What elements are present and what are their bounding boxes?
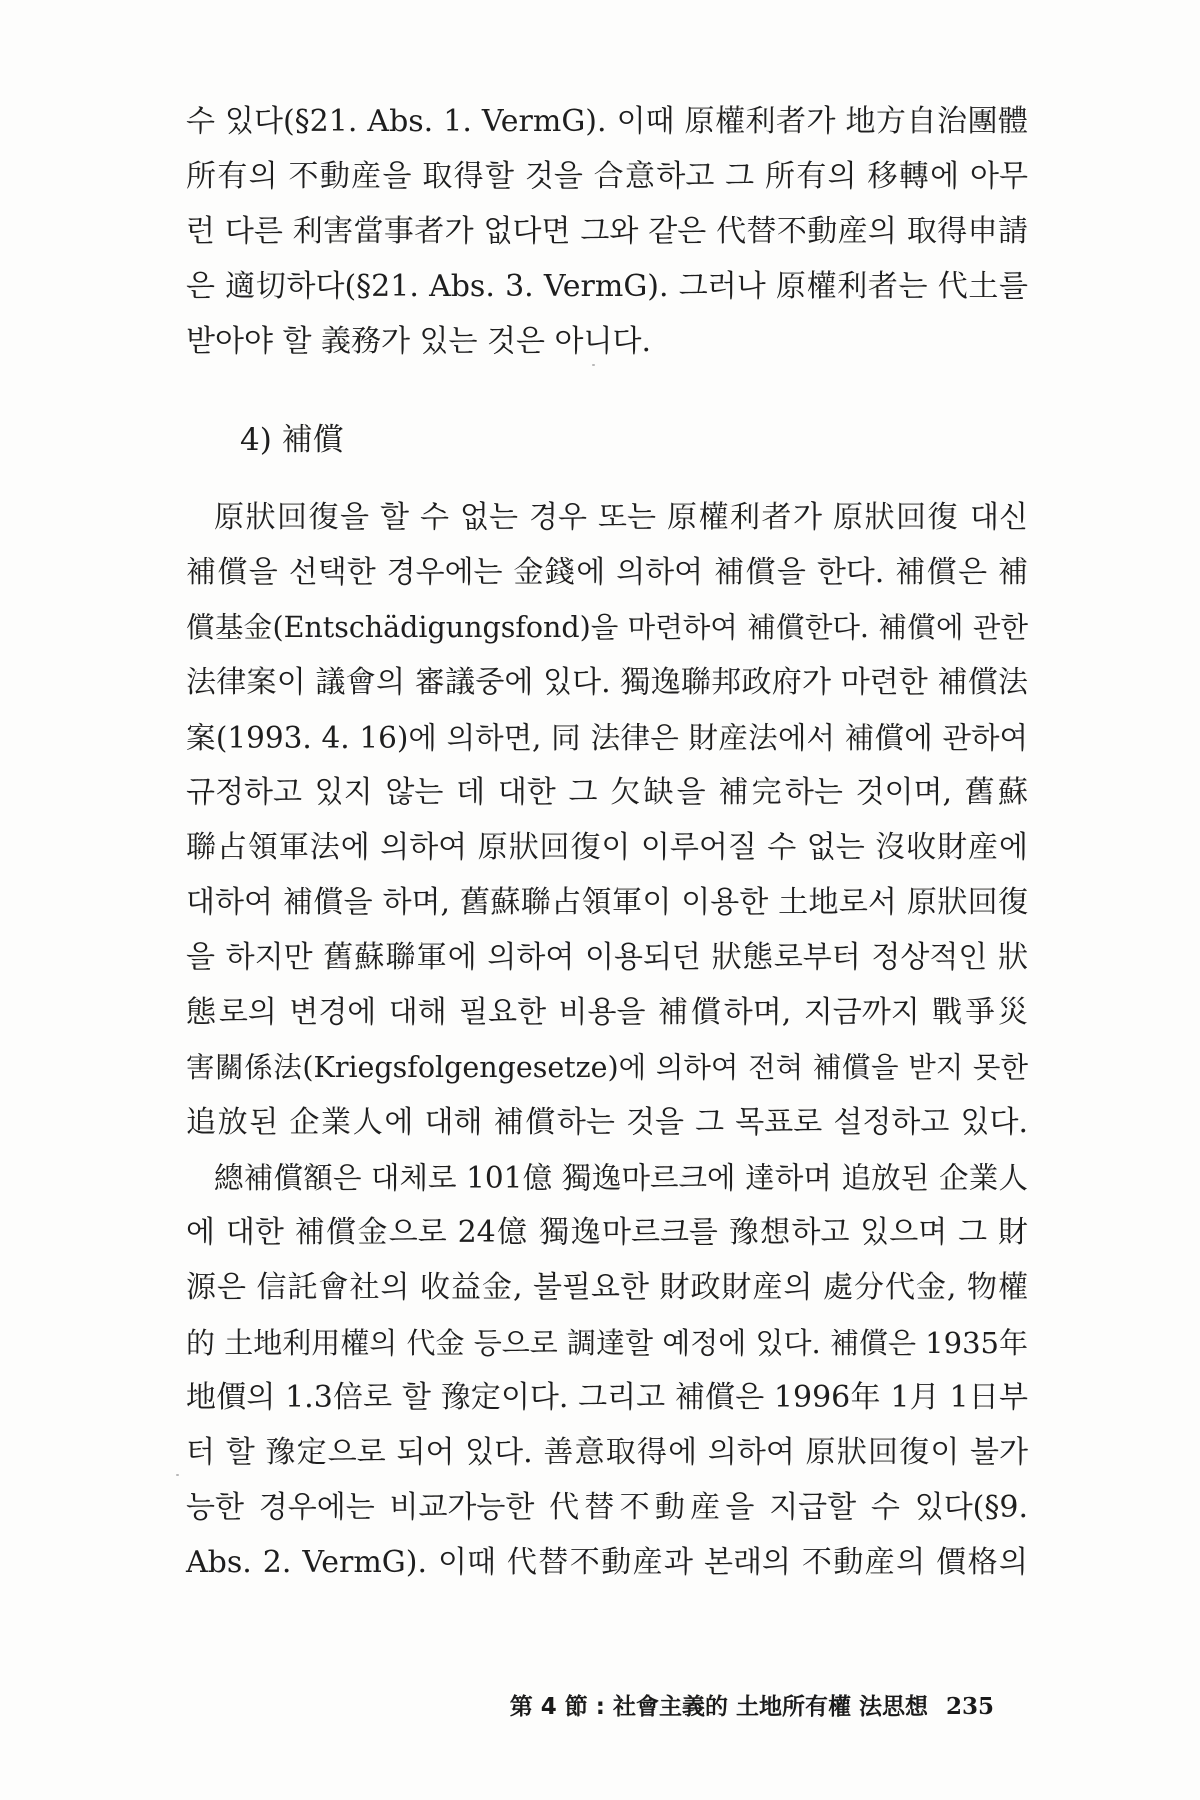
text-line: 害關係法(Kriegsfolgengesetze)에 의하여 전혀 補償을 받지 못한 — [186, 1051, 1028, 1084]
footer-section-title: 第 4 節 : 社會主義的 土地所有權 法思想 — [509, 1694, 928, 1720]
text-line: 대하여 補償을 하며, 舊蘇聯占領軍이 이용한 土地로서 原狀回復 — [186, 885, 1028, 920]
scan-speck — [176, 1474, 179, 1476]
text-line: 補償을 선택한 경우에는 金錢에 의하여 補償을 한다. 補償은 補 — [186, 555, 1028, 590]
text-line: 案(1993. 4. 16)에 의하면, 同 法律은 財産法에서 補償에 관하여 — [186, 721, 1028, 755]
text-line: 은 適切하다(§21. Abs. 3. VermG). 그러나 原權利者는 代土를 — [186, 269, 1028, 304]
text-line: 地價의 1.3倍로 할 豫定이다. 그리고 補償은 1996年 1月 1日부 — [186, 1380, 1028, 1415]
text-line: 을 하지만 舊蘇聯軍에 의하여 이용되던 狀態로부터 정상적인 狀 — [186, 940, 1028, 975]
text-line: 터 할 豫定으로 되어 있다. 善意取得에 의하여 原狀回復이 불가 — [186, 1435, 1028, 1470]
text-line: Abs. 2. VermG). 이때 代替不動産과 본래의 不動産의 價格의 — [186, 1545, 1028, 1580]
text-line: 받아야 할 義務가 있는 것은 아니다. — [186, 324, 651, 359]
text-line: 總補償額은 대체로 101億 獨逸마르크에 達하며 追放된 企業人 — [214, 1161, 1028, 1195]
text-line: 追放된 企業人에 대해 補償하는 것을 그 목표로 설정하고 있다. — [186, 1105, 1028, 1140]
running-footer — [510, 1689, 994, 1725]
text-line: 수 있다(§21. Abs. 1. VermG). 이때 原權利者가 地方自治團體 — [186, 104, 1028, 139]
text-line: 態로의 변경에 대해 필요한 비용을 補償하며, 지금까지 戰爭災 — [186, 995, 1028, 1030]
scan-speck — [592, 364, 595, 366]
section-heading: 4) 補償 — [240, 422, 344, 458]
text-line: 原狀回復을 할 수 없는 경우 또는 原權利者가 原狀回復 대신 — [214, 500, 1028, 535]
text-line: 규정하고 있지 않는 데 대한 그 欠缺을 補完하는 것이며, 舊蘇 — [186, 775, 1028, 810]
text-line: 에 대한 補償金으로 24億 獨逸마르크를 豫想하고 있으며 그 財 — [186, 1215, 1028, 1250]
text-line: 所有의 不動産을 取得할 것을 合意하고 그 所有의 移轉에 아무 — [186, 159, 1028, 194]
text-line: 的 土地利用權의 代金 등으로 調達할 예정에 있다. 補償은 1935年 — [186, 1326, 1028, 1360]
text-line: 런 다른 利害當事者가 없다면 그와 같은 代替不動産의 取得申請 — [186, 214, 1028, 249]
text-line: 償基金(Entschädigungsfond)을 마련하여 補償한다. 補償에 관한 — [186, 611, 1028, 644]
text-line: 聯占領軍法에 의하여 原狀回復이 이루어질 수 없는 沒收財産에 — [186, 830, 1028, 865]
page-number: 235 — [945, 1693, 994, 1720]
text-line: 源은 信託會社의 收益金, 불필요한 財政財産의 處分代金, 物權 — [186, 1270, 1028, 1305]
text-line: 法律案이 議會의 審議중에 있다. 獨逸聯邦政府가 마련한 補償法 — [186, 665, 1028, 700]
text-line: 능한 경우에는 비교가능한 代替不動産을 지급할 수 있다(§9. — [186, 1490, 1028, 1525]
